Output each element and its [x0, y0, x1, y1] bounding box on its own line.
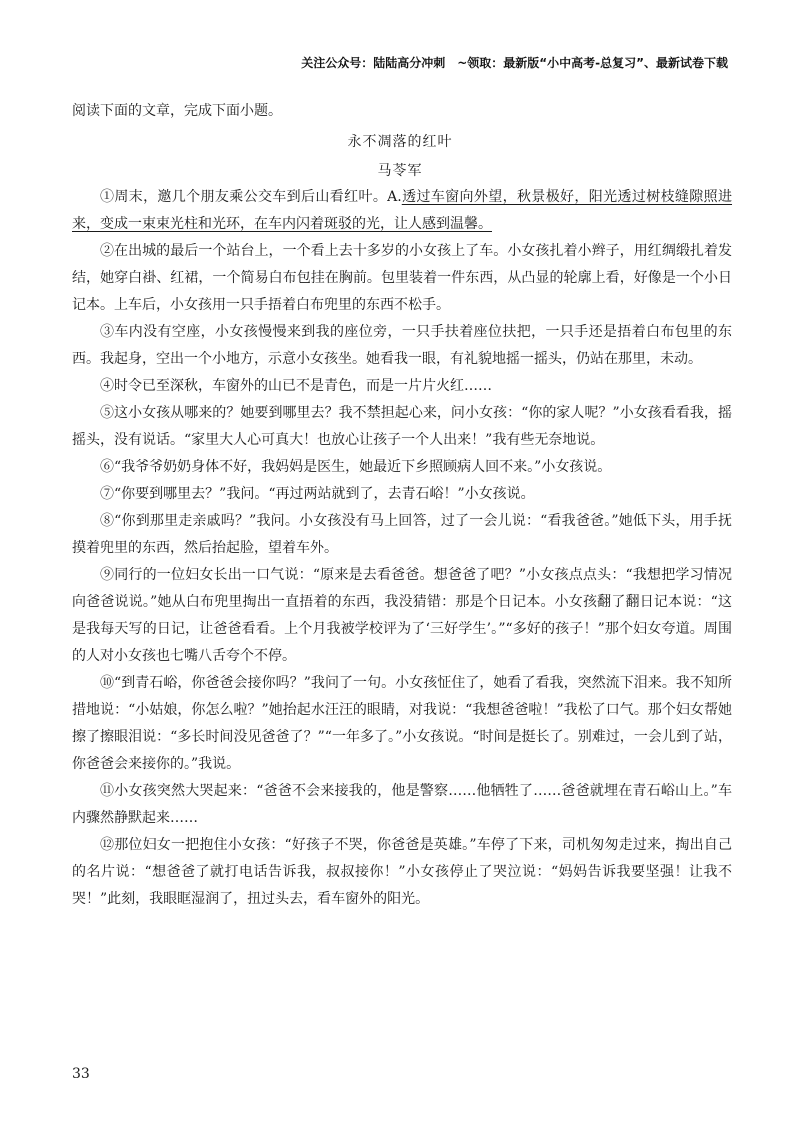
paragraph-3: ③车内没有空座，小女孩慢慢来到我的座位旁，一只手扶着座位扶把，一只手还是捂着白布包里的东西。我起身，空出一个小地方，示意小女孩坐。她看我一眼，有礼貌地摇一摇头，仍站在那里，未动。 — [72, 324, 732, 367]
paragraph-6: ⑥“我爷爷奶奶身体不好，我妈妈是医生，她最近下乡照顾病人回不来。”小女孩说。 — [100, 459, 612, 475]
paragraph-8: ⑧“你到那里走亲戚吗？”我问。小女孩没有马上回答，过了一会儿说：“看我爸爸。”她低下头，用手抚摸着兜里的东西，然后抬起脸，望着车外。 — [72, 513, 732, 556]
paragraph-5: ⑤这小女孩从哪来的？她要到哪里去？我不禁担起心来，问小女孩：“你的家人呢？”小女孩看看我，摇摇头，没有说话。“家里大人心可真大！也放心让孩子一个人出来！”我有些无奈地说。 — [72, 405, 732, 448]
paragraph-2: ②在出城的最后一个站台上，一个看上去十多岁的小女孩上了车。小女孩扎着小辫子，用红绸缎扎着发结，她穿白褂、红裙，一个简易白布包挂在胸前。包里装着一件东西，从凸显的轮廓上看，好像是一个小日记本。上车后，小女孩用一只手捂着白布兜里的东西不松手。 — [72, 243, 732, 313]
page-header: 关注公众号：陆陆高分冲刺 ~领取：最新版“小中高考-总复习”、最新试卷下载 — [301, 56, 728, 70]
page-number: 33 — [72, 1066, 90, 1082]
article-author: 马苓军 — [377, 163, 423, 179]
paragraph-4: ④时令已至深秋，车窗外的山已不是青色，而是一片片火红…… — [100, 378, 492, 394]
paragraph-1 — [72, 184, 732, 238]
instruction-text: 阅读下面的文章，完成下面小题。 — [72, 103, 282, 119]
paragraph-12: ⑫那位妇女一把抱住小女孩：“好孩子不哭，你爸爸是英雄。”车停了下来，司机匆匆走过来，掏出自己的名片说：“想爸爸了就打电话告诉我，叔叔接你！”小女孩停止了哭泣说：“妈妈告诉我要坚强！让我不哭！”此刻，我眼眶湿润了，扭过头去，看车窗外的阳光。 — [72, 837, 732, 907]
underlined-sentence-a: 透过车窗向外望，秋景极好，阳光透过树枝缝隙照进来，变成一束束光柱和光环，在车内闪着斑驳的光，让人感到温馨。 — [72, 189, 733, 232]
paragraph-7: ⑦“你要到哪里去？”我问。“再过两站就到了，去青石峪！”小女孩说。 — [100, 486, 535, 502]
paragraph-11: ⑪小女孩突然大哭起来：“爸爸不会来接我的，他是警察……他牺牲了……爸爸就埋在青石峪山上。”车内骤然静默起来…… — [72, 783, 732, 826]
paragraph-9: ⑨同行的一位妇女长出一口气说：“原来是去看爸爸。想爸爸了吧？”小女孩点点头：“我想把学习情况向爸爸说说。”她从白布兜里掏出一直捂着的东西，我没猜错：那是个日记本。小女孩翻了翻日记本说：“这是我每天写的日记，让爸爸看看。上个月我被学校评为了‘三好学生’。”“多好的孩子！”那个妇女夸道。周围的人对小女孩也七嘴八舌夸个不停。 — [72, 567, 732, 664]
paragraph-10: ⑩“到青石峪，你爸爸会接你吗？”我问了一句。小女孩怔住了，她看了看我，突然流下泪来。我不知所措地说：“小姑娘，你怎么啦？”她抬起水汪汪的眼睛，对我说：“我想爸爸啦！”我松了口气。那个妇女帮她擦了擦眼泪说：“多长时间没见爸爸了？”“一年多了。”小女孩说。“时间是挺长了。别难过，一会儿到了站，你爸爸会来接你的。”我说。 — [72, 675, 732, 772]
paragraph-1-lead: ①周末，邀几个朋友乘公交车到后山看红叶。A. — [100, 189, 402, 205]
article-body — [72, 184, 732, 913]
article-title: 永不凋落的红叶 — [347, 134, 453, 150]
